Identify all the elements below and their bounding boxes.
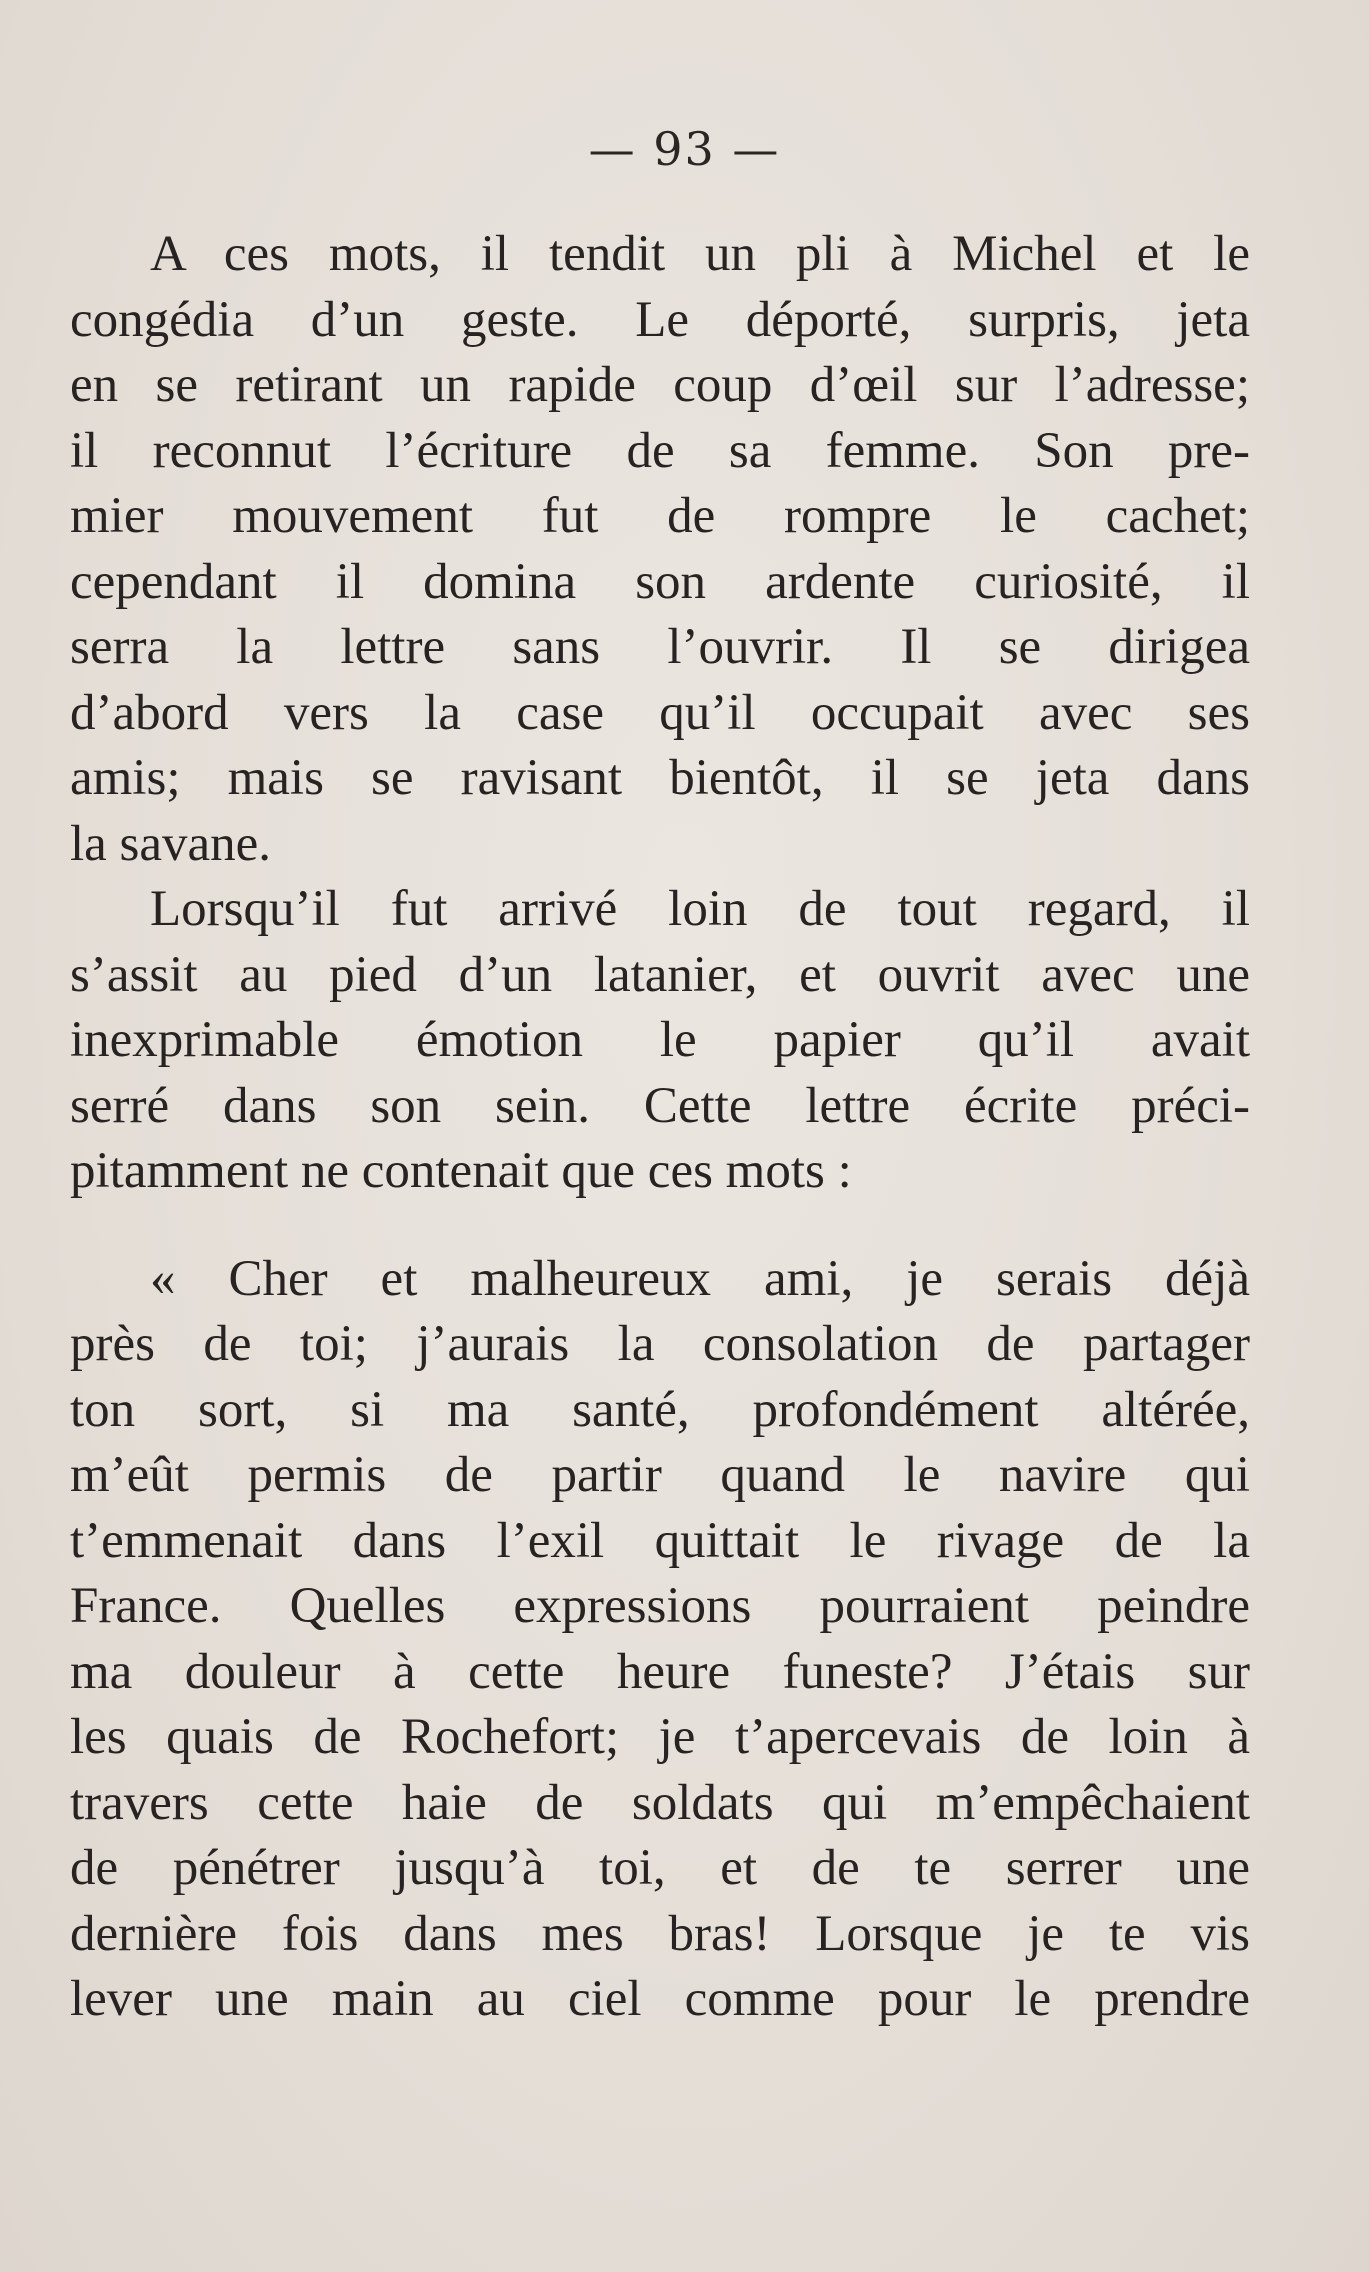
text-line: ton sort, si ma santé, profondément altérée, bbox=[70, 1381, 1250, 1438]
text-line: dernière fois dans mes bras! Lorsque je te vis bbox=[70, 1905, 1250, 1962]
text-line: congédia d’un geste. Le déporté, surpris, jeta bbox=[70, 291, 1250, 348]
text-line: lever une main au ciel comme pour le prendre bbox=[70, 1971, 1250, 2027]
text-line: la savane. bbox=[70, 815, 272, 872]
text-line: travers cette haie de soldats qui m’empêchaient bbox=[70, 1774, 1250, 1831]
paragraph-3 bbox=[70, 1247, 1250, 2033]
body-text bbox=[70, 222, 1250, 2033]
text-line: m’eût permis de partir quand le navire qui bbox=[70, 1447, 1250, 1503]
text-line: t’emmenait dans l’exil quittait le rivage de la bbox=[70, 1512, 1250, 1569]
text-line: en se retirant un rapide coup d’œil sur l’adresse; bbox=[70, 357, 1250, 413]
text-line: mier mouvement fut de rompre le cachet; bbox=[70, 488, 1250, 544]
text-line: Lorsqu’il fut arrivé loin de tout regard, il bbox=[150, 881, 1250, 937]
text-line: d’abord vers la case qu’il occupait avec ses bbox=[70, 684, 1250, 741]
paragraph-1 bbox=[70, 222, 1250, 877]
text-line: amis; mais se ravisant bientôt, il se jeta dans bbox=[70, 750, 1250, 806]
text-line: France. Quelles expressions pourraient peindre bbox=[70, 1578, 1250, 1634]
text-line: il reconnut l’écriture de sa femme. Son pre- bbox=[70, 422, 1250, 479]
text-line: serra la lettre sans l’ouvrir. Il se dirigea bbox=[70, 619, 1250, 675]
text-line: « Cher et malheureux ami, je serais déjà bbox=[150, 1250, 1250, 1307]
paragraph-gap bbox=[70, 1205, 1250, 1247]
text-line: pitamment ne contenait que ces mots : bbox=[70, 1143, 852, 1199]
text-line: près de toi; j’aurais la consolation de partager bbox=[70, 1316, 1250, 1372]
text-line: inexprimable émotion le papier qu’il avait bbox=[70, 1012, 1250, 1068]
text-line: s’assit au pied d’un latanier, et ouvrit avec une bbox=[70, 946, 1250, 1003]
text-line: de pénétrer jusqu’à toi, et de te serrer une bbox=[70, 1840, 1250, 1896]
text-line: A ces mots, il tendit un pli à Michel et le bbox=[150, 226, 1250, 282]
text-line: serré dans son sein. Cette lettre écrite préci- bbox=[70, 1077, 1250, 1134]
page-number: — 93 — bbox=[588, 122, 781, 176]
paragraph-2 bbox=[70, 877, 1250, 1205]
text-line: ma douleur à cette heure funeste? J’étais sur bbox=[70, 1643, 1250, 1700]
text-line: cependant il domina son ardente curiosité, il bbox=[70, 553, 1250, 610]
text-line: les quais de Rochefort; je t’apercevais de loin à bbox=[70, 1709, 1250, 1765]
